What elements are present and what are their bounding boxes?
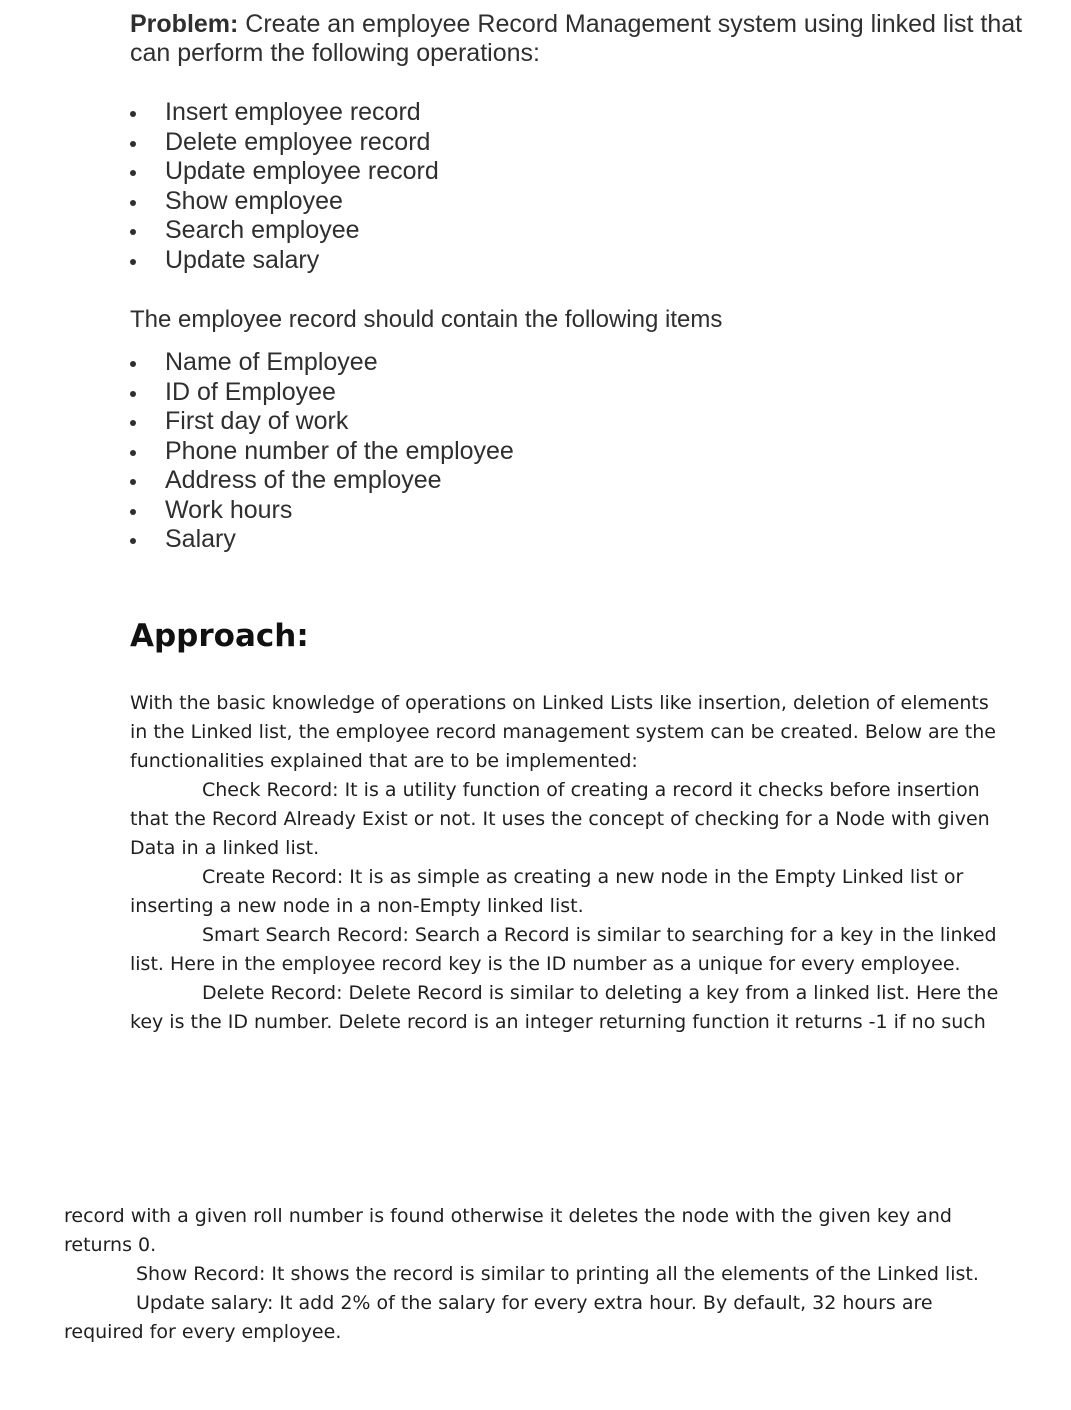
problem-statement xyxy=(130,10,1030,68)
delete-record-text: Delete Record: Delete Record is similar to deleting a key from a linked list. Here the key is the ID number. Delete record is an integer returning function it returns -1 if no such xyxy=(130,982,999,1033)
create-record-text: Create Record: It is as simple as creating a new node in the Empty Linked list or inserting a new node in a non-Empty linked list. xyxy=(130,866,964,917)
list-item: Search employee xyxy=(130,216,439,246)
approach-heading: Approach: xyxy=(130,618,309,654)
approach-body xyxy=(130,689,1005,1037)
list-item: Delete employee record xyxy=(130,128,439,158)
list-item: Name of Employee xyxy=(130,348,514,378)
smart-search-paragraph xyxy=(130,921,1005,979)
update-salary-text: Update salary: It add 2% of the salary for every extra hour. By default, 32 hours are required for every employee. xyxy=(64,1292,933,1343)
create-record-paragraph xyxy=(130,863,1005,921)
record-items-list xyxy=(130,348,514,555)
show-record-paragraph xyxy=(64,1260,1009,1289)
show-record-text: Show Record: It shows the record is similar to printing all the elements of the Linked list. xyxy=(136,1263,979,1285)
list-item: Show employee xyxy=(130,187,439,217)
continued-body xyxy=(64,1202,1009,1347)
problem-text: Create an employee Record Management system using linked list that can perform the following operations: xyxy=(130,10,1023,67)
check-record-paragraph xyxy=(130,776,1005,863)
list-item: ID of Employee xyxy=(130,378,514,408)
list-item: Salary xyxy=(130,525,514,555)
list-item: Phone number of the employee xyxy=(130,437,514,467)
delete-record-continued: record with a given roll number is found otherwise it deletes the node with the given key and returns 0. xyxy=(64,1205,952,1256)
problem-label: Problem: xyxy=(130,10,239,38)
list-item: Update salary xyxy=(130,246,439,276)
operations-list xyxy=(130,98,439,275)
record-items-intro: The employee record should contain the following items xyxy=(130,306,723,333)
smart-search-text: Smart Search Record: Search a Record is similar to searching for a key in the linked list. Here in the employee record key is the ID number as a unique for every employee. xyxy=(130,924,997,975)
list-item: First day of work xyxy=(130,407,514,437)
delete-record-paragraph xyxy=(130,979,1005,1037)
list-item: Update employee record xyxy=(130,157,439,187)
list-item: Address of the employee xyxy=(130,466,514,496)
check-record-text: Check Record: It is a utility function of creating a record it checks before insertion that the Record Already Exist or not. It uses the concept of checking for a Node with given Data in a linked list. xyxy=(130,779,990,859)
approach-intro: With the basic knowledge of operations on Linked Lists like insertion, deletion of elements in the Linked list, the employee record management system can be created. Below are the functionalities explained that are to be implemented: xyxy=(130,692,996,772)
list-item: Work hours xyxy=(130,496,514,526)
update-salary-paragraph xyxy=(64,1289,1009,1347)
list-item: Insert employee record xyxy=(130,98,439,128)
